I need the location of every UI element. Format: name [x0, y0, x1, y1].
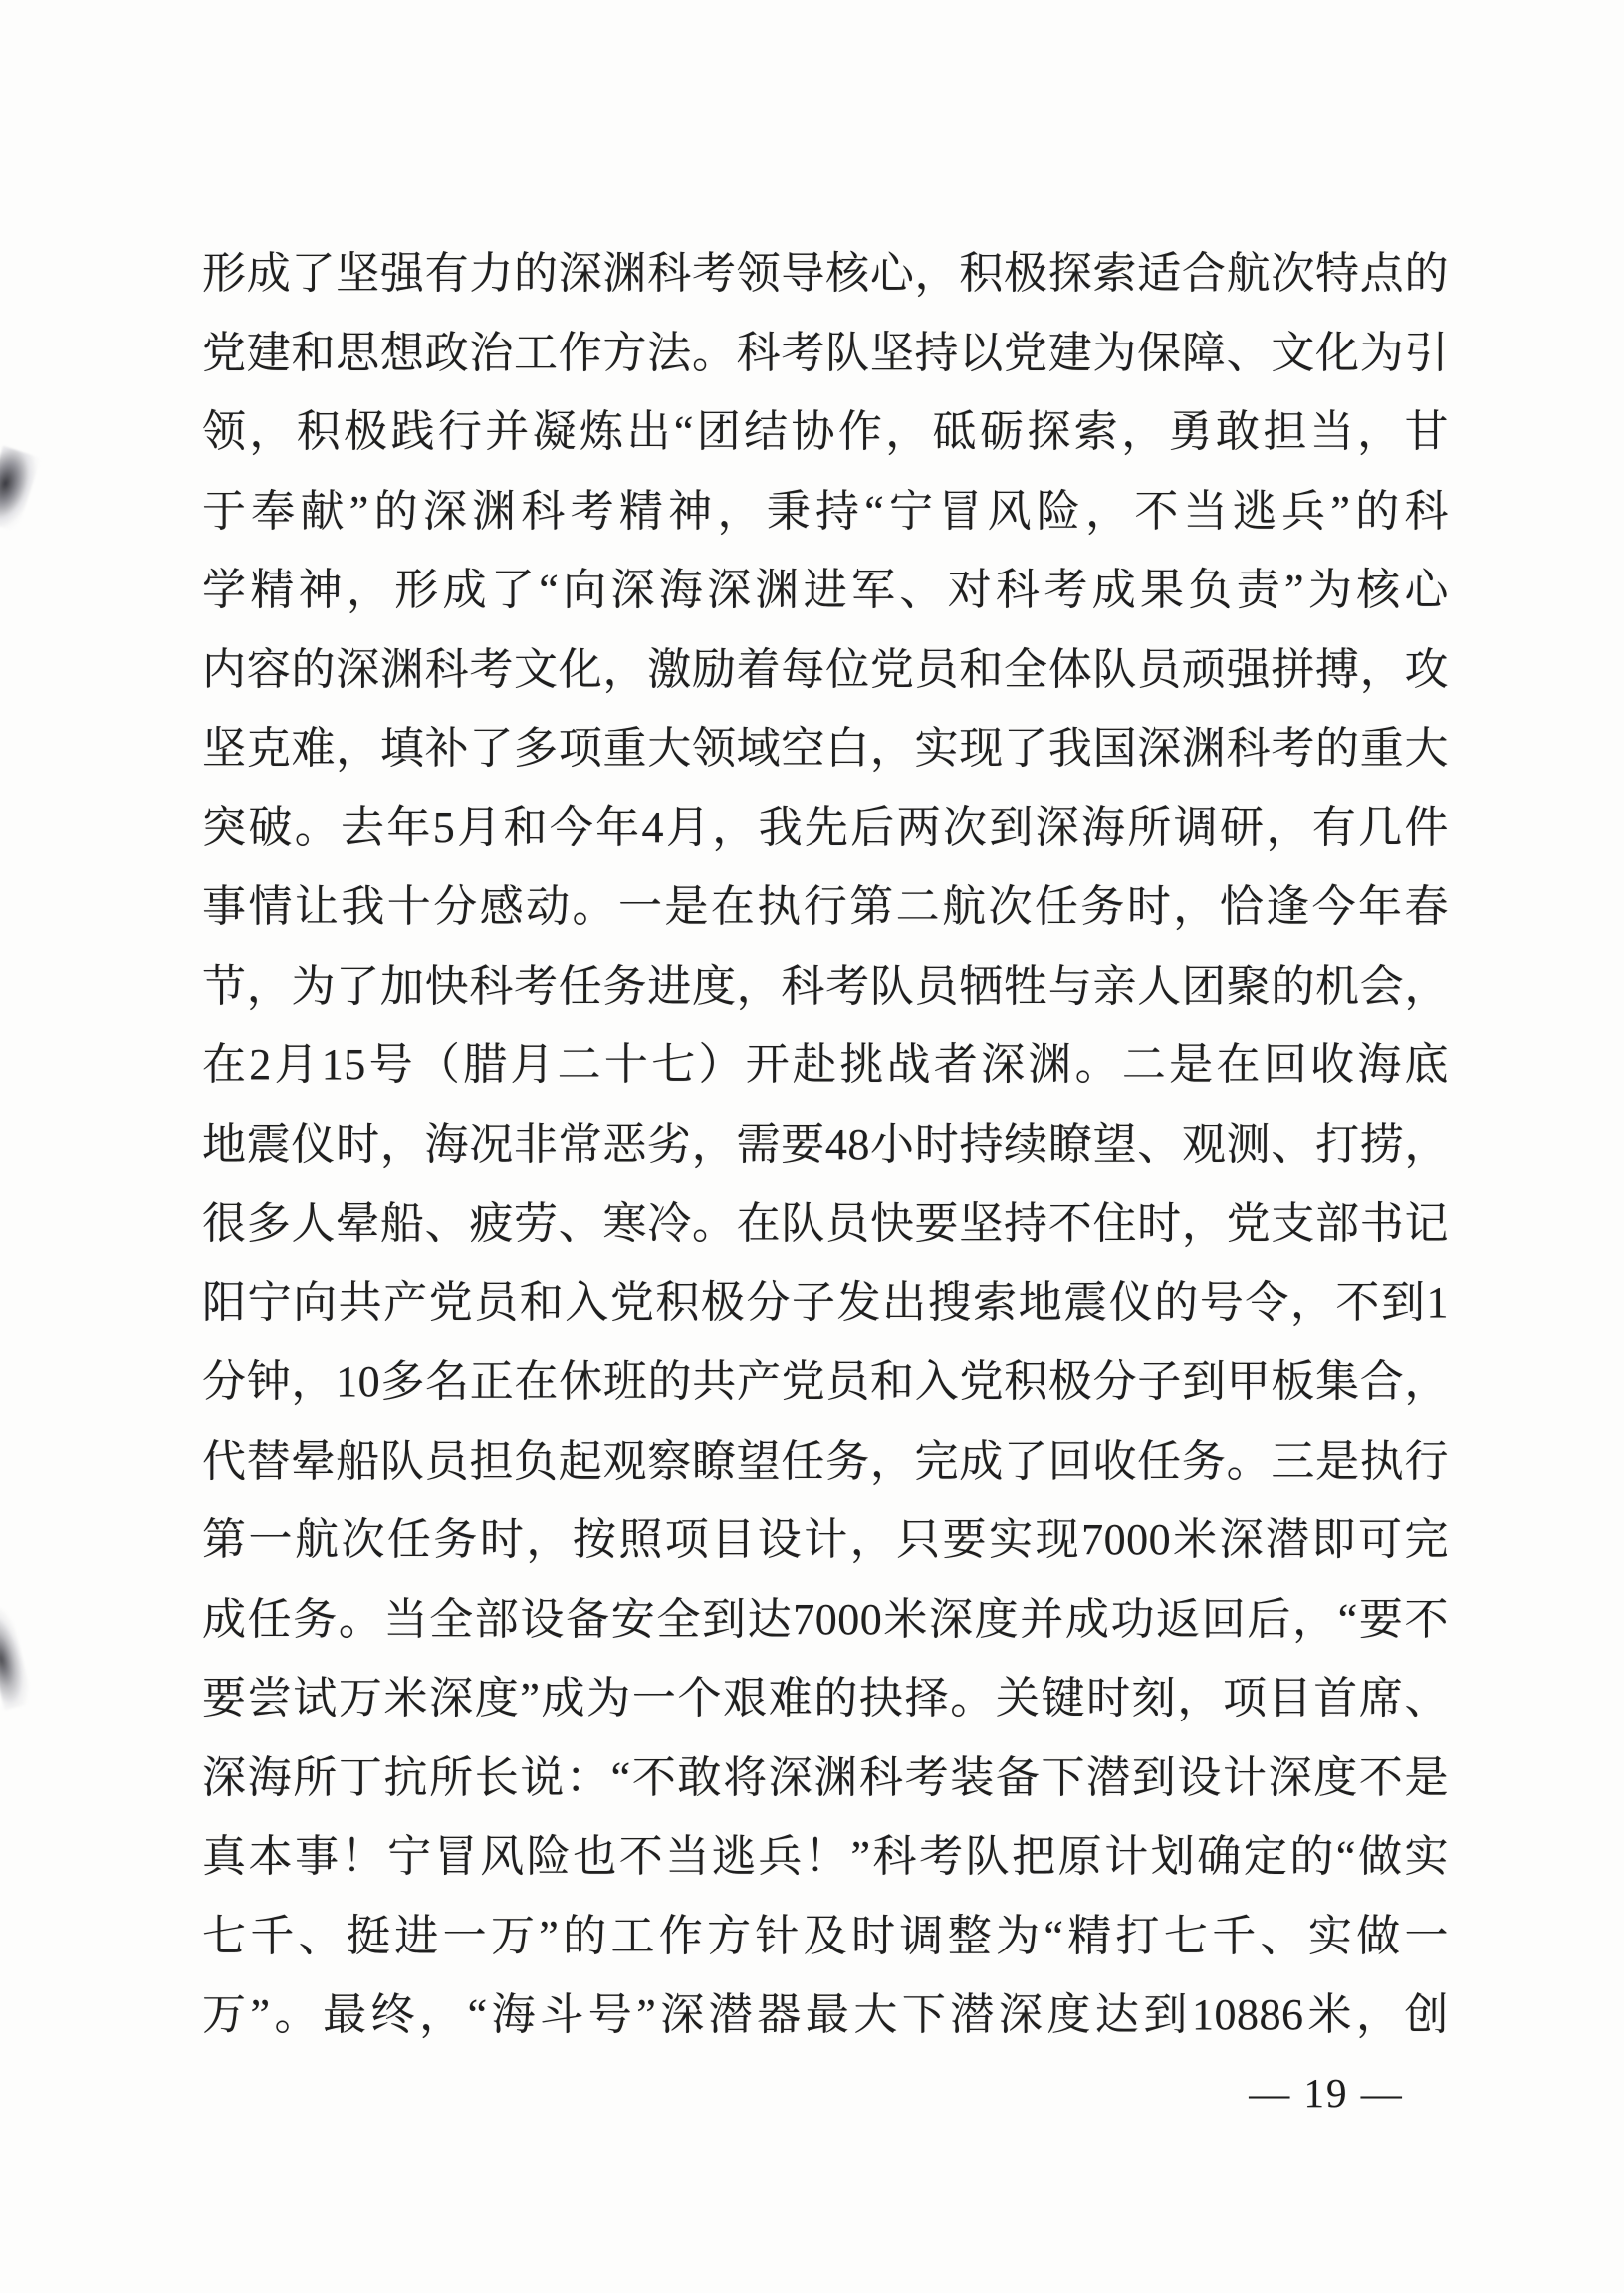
text-line: 党建和思想政治工作方法。科考队坚持以党建为保障、文化为引 [202, 328, 1449, 377]
text-line: 在2月15号（腊月二十七）开赴挑战者深渊。二是在回收海底 [202, 1040, 1449, 1089]
text-line: 成任务。当全部设备安全到达7000米深度并成功返回后，“要不 [202, 1594, 1449, 1644]
text-line: 节，为了加快科考任务进度，科考队员牺牲与亲人团聚的机会， [202, 961, 1449, 1011]
text-line: 领，积极践行并凝炼出“团结协作，砥砺探索，勇敢担当，甘 [202, 407, 1449, 456]
body-text-block [202, 245, 1449, 2066]
text-line: 学精神，形成了“向深海深渊进军、对科考成果负责”为核心 [202, 566, 1449, 614]
page-number: — 19 — [1249, 2070, 1404, 2116]
text-line: 于奉献”的深渊科考精神，秉持“宁冒风险，不当逃兵”的科 [202, 486, 1449, 536]
text-line: 七千、挺进一万”的工作方针及时调整为“精打七千、实做一 [202, 1911, 1449, 1960]
text-line: 要尝试万米深度”成为一个艰难的抉择。关键时刻，项目首席、 [202, 1674, 1449, 1722]
text-line: 内容的深渊科考文化，激励着每位党员和全体队员顽强拼搏，攻 [202, 644, 1449, 694]
text-line: 分钟，10多名正在休班的共产党员和入党积极分子到甲板集合， [202, 1357, 1449, 1406]
text-line: 第一航次任务时，按照项目设计，只要实现7000米深潜即可完 [202, 1515, 1449, 1564]
scan-smudge-artifact [0, 446, 41, 533]
text-line: 突破。去年5月和今年4月，我先后两次到深海所调研，有几件 [202, 803, 1449, 852]
text-line: 真本事！宁冒风险也不当逃兵！”科考队把原计划确定的“做实 [202, 1832, 1449, 1881]
text-line: 事情让我十分感动。一是在执行第二航次任务时，恰逢今年春 [202, 882, 1449, 931]
scan-smudge-artifact [0, 1606, 34, 1710]
text-line: 很多人晕船、疲劳、寒冷。在队员快要坚持不住时，党支部书记 [202, 1199, 1449, 1248]
text-line: 代替晕船队员担负起观察瞭望任务，完成了回收任务。三是执行 [202, 1436, 1449, 1486]
text-line: 地震仪时，海况非常恶劣，需要48小时持续瞭望、观测、打捞， [202, 1119, 1449, 1169]
text-line: 形成了坚强有力的深渊科考领导核心，积极探索适合航次特点的 [202, 249, 1449, 298]
text-line: 万”。最终，“海斗号”深潜器最大下潜深度达到10886米，创 [202, 1990, 1449, 2039]
text-line: 阳宁向共产党员和入党积极分子发出搜索地震仪的号令，不到1 [202, 1277, 1449, 1327]
text-line: 深海所丁抗所长说：“不敢将深渊科考装备下潜到设计深度不是 [202, 1752, 1449, 1802]
text-line: 坚克难，填补了多项重大领域空白，实现了我国深渊科考的重大 [202, 724, 1449, 773]
